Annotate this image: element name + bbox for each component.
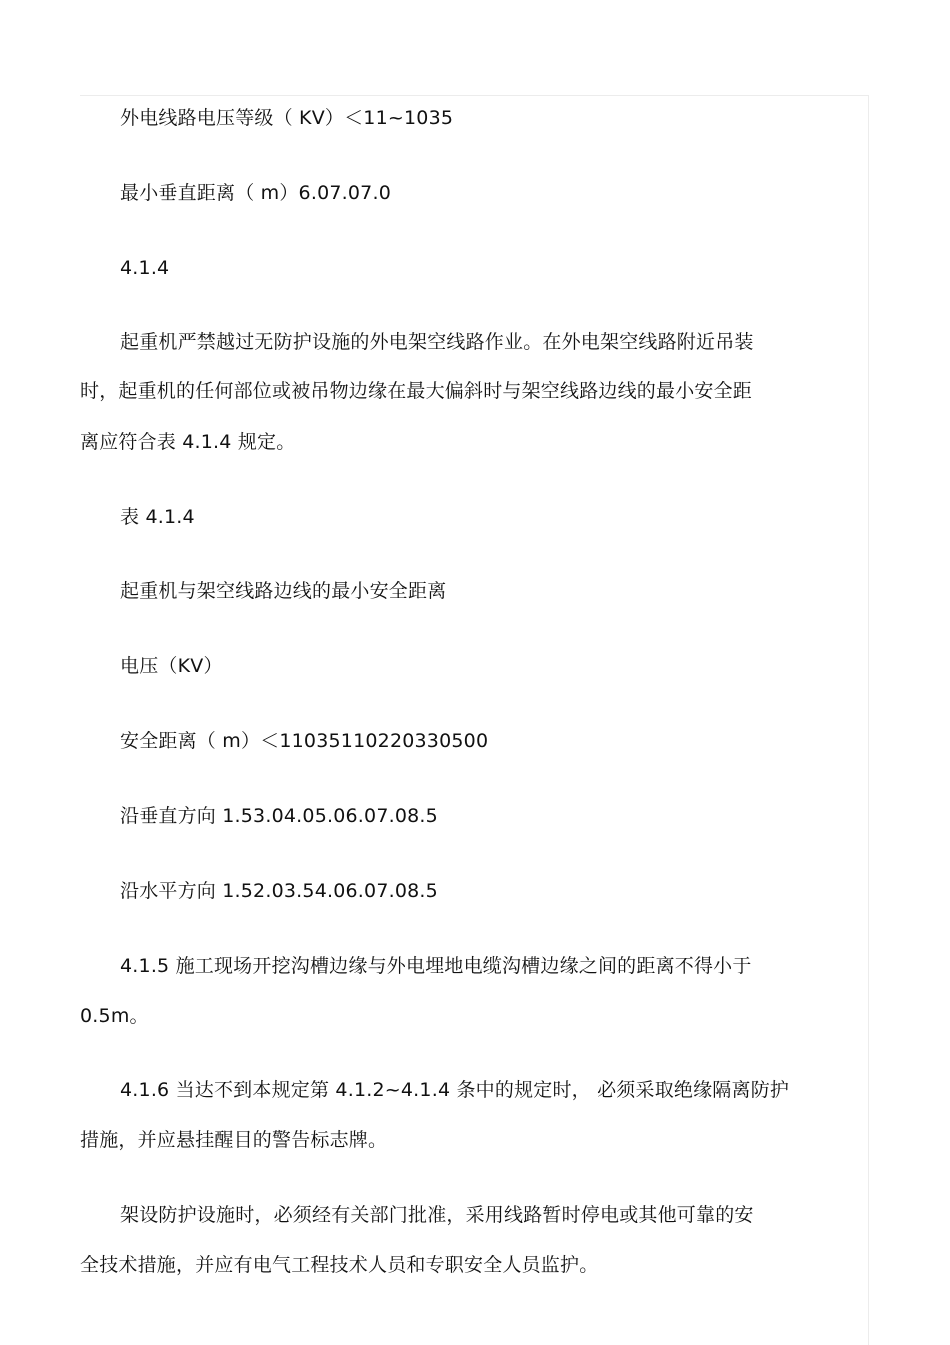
paragraph-protection-line-2: 全技术措施，并应有电气工程技术人员和专职安全人员监护。 [80, 1254, 599, 1276]
voltage-level-line: 外电线路电压等级（ KV）＜11~1035 [120, 107, 454, 129]
paragraph-4-1-5-line-1: 4.1.5 施工现场开挖沟槽边缘与外电埋地电缆沟槽边缘之间的距离不得小于 [120, 955, 752, 977]
paragraph-4-1-5-line-2: 0.5m。 [80, 1005, 149, 1027]
paragraph-4-1-6-line-2: 措施，并应悬挂醒目的警告标志牌。 [80, 1129, 388, 1151]
table-number-line: 表 4.1.4 [120, 506, 195, 528]
table-voltage-header: 电压（KV） [120, 655, 223, 677]
table-vertical-row: 沿垂直方向 1.53.04.05.06.07.08.5 [120, 805, 438, 827]
table-safe-distance-row: 安全距离（ m）＜11035110220330500 [120, 730, 489, 752]
table-title-line: 起重机与架空线路边线的最小安全距离 [120, 580, 447, 602]
paragraph-protection-line-1: 架设防护设施时，必须经有关部门批准，采用线路暂时停电或其他可靠的安 [120, 1204, 754, 1226]
section-4-1-4-heading: 4.1.4 [120, 257, 170, 279]
page-frame [80, 95, 869, 1345]
paragraph-4-1-4-line-1: 起重机严禁越过无防护设施的外电架空线路作业。在外电架空线路附近吊装 [120, 331, 754, 353]
table-horizontal-row: 沿水平方向 1.52.03.54.06.07.08.5 [120, 880, 438, 902]
min-vertical-distance-line: 最小垂直距离（ m）6.07.07.0 [120, 182, 391, 204]
paragraph-4-1-4-line-2: 时，起重机的任何部位或被吊物边缘在最大偏斜时与架空线路边线的最小安全距 [80, 380, 753, 402]
paragraph-4-1-6-line-1: 4.1.6 当达不到本规定第 4.1.2~4.1.4 条中的规定时， 必须采取绝缘隔离防护 [120, 1079, 790, 1101]
paragraph-4-1-4-line-3: 离应符合表 4.1.4 规定。 [80, 431, 296, 453]
